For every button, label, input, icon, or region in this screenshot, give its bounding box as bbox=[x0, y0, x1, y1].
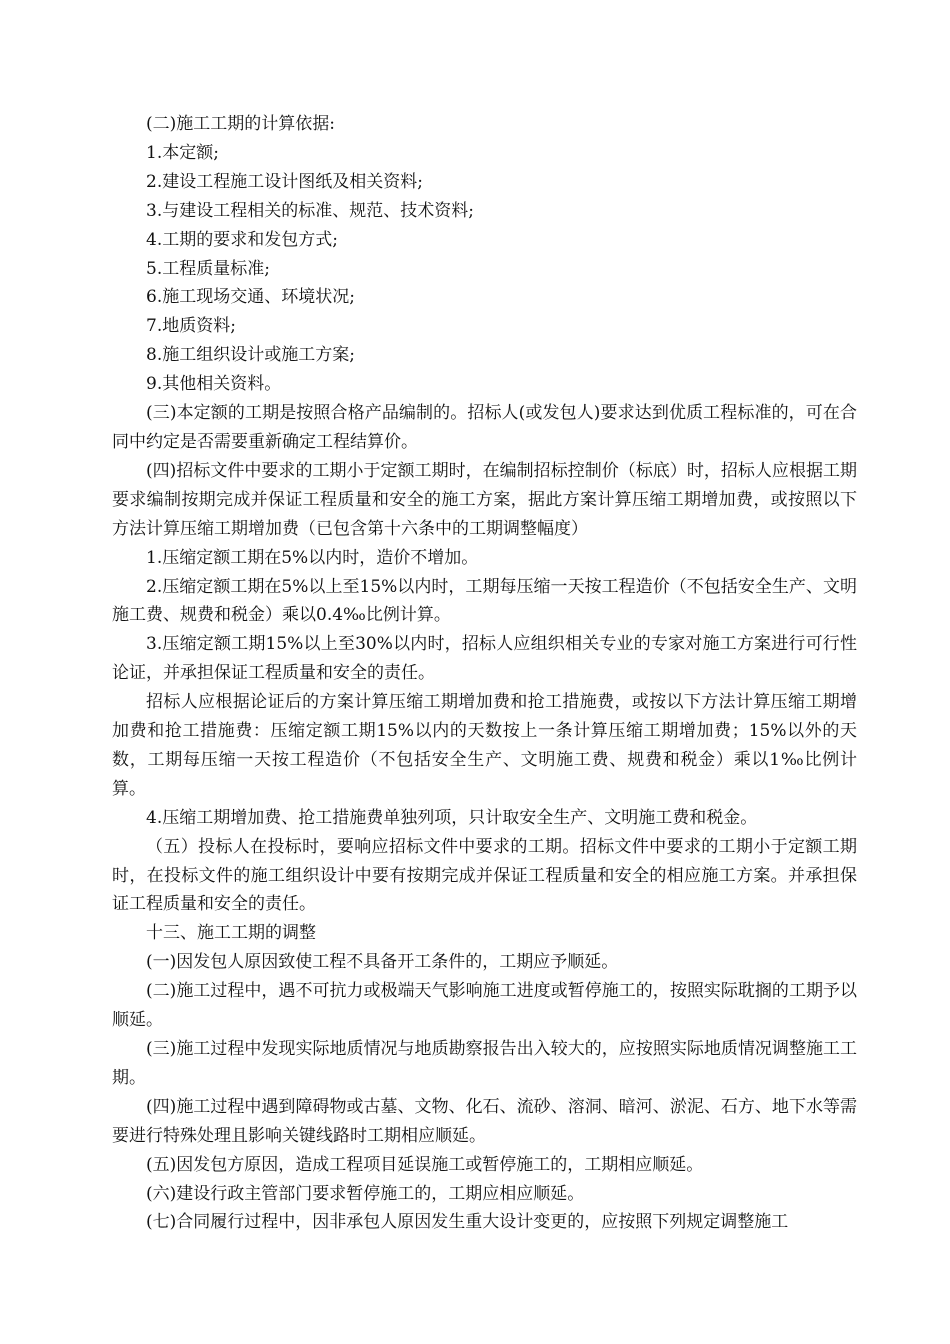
document-body bbox=[112, 110, 857, 1237]
paragraph: 招标人应根据论证后的方案计算压缩工期增加费和抢工措施费，或按以下方法计算压缩工期增加费和抢工措施费：压缩定额工期15%以内的天数按上一条计算压缩工期增加费；15%以外的天数，工期每压缩一天按工程造价（不包括安全生产、文明施工费、规费和税金）乘以1‰比例计算。 bbox=[112, 692, 857, 799]
list-item: 5.工程质量标准; bbox=[146, 258, 270, 279]
list-item: 3.压缩定额工期15%以上至30%以内时，招标人应组织相关专业的专家对施工方案进行可行性论证，并承担保证工程质量和安全的责任。 bbox=[112, 634, 857, 684]
paragraph: (一)因发包人原因致使工程不具备开工条件的，工期应予顺延。 bbox=[146, 952, 619, 973]
paragraph: (五)因发包方原因，造成工程项目延误施工或暂停施工的，工期相应顺延。 bbox=[146, 1154, 704, 1175]
list-item: 2.压缩定额工期在5%以上至15%以内时，工期每压缩一天按工程造价（不包括安全生产、文明施工费、规费和税金）乘以0.4‰比例计算。 bbox=[112, 576, 857, 626]
paragraph: (六)建设行政主管部门要求暂停施工的，工期应相应顺延。 bbox=[146, 1183, 585, 1204]
list-item: 8.施工组织设计或施工方案; bbox=[146, 345, 355, 366]
paragraph: (三)施工过程中发现实际地质情况与地质勘察报告出入较大的，应按照实际地质情况调整施工工期。 bbox=[112, 1039, 857, 1088]
list-item: 3.与建设工程相关的标准、规范、技术资料; bbox=[146, 200, 474, 221]
paragraph: (四)施工过程中遇到障碍物或古墓、文物、化石、流砂、溶洞、暗河、淤泥、石方、地下水等需要进行特殊处理且影响关键线路时工期相应顺延。 bbox=[112, 1096, 857, 1146]
paragraph: (四)招标文件中要求的工期小于定额工期时，在编制招标控制价（标底）时，招标人应根据工期要求编制按期完成并保证工程质量和安全的施工方案，据此方案计算压缩工期增加费，或按照以下方法计算压缩工期增加费（已包含第十六条中的工期调整幅度） bbox=[112, 460, 857, 539]
list-item: 4.工期的要求和发包方式; bbox=[146, 229, 338, 250]
list-item: 7.地质资料; bbox=[146, 316, 236, 337]
section-heading: 十三、施工工期的调整 bbox=[146, 923, 316, 944]
list-item: 2.建设工程施工设计图纸及相关资料; bbox=[146, 171, 423, 192]
paragraph: (二)施工过程中，遇不可抗力或极端天气影响施工进度或暂停施工的，按照实际耽搁的工期予以顺延。 bbox=[112, 981, 857, 1031]
paragraph: （五）投标人在投标时，要响应招标文件中要求的工期。招标文件中要求的工期小于定额工期时，在投标文件的施工组织设计中要有按期完成并保证工程质量和安全的相应施工方案。并承担保证工程质量和安全的责任。 bbox=[112, 836, 857, 915]
list-item: 1.本定额; bbox=[146, 142, 219, 163]
list-item: 9.其他相关资料。 bbox=[146, 374, 282, 395]
paragraph: (二)施工工期的计算依据: bbox=[146, 114, 335, 134]
list-item: 6.施工现场交通、环境状况; bbox=[146, 287, 355, 308]
paragraph: (七)合同履行过程中，因非承包人原因发生重大设计变更的，应按照下列规定调整施工 bbox=[146, 1212, 789, 1233]
paragraph: (三)本定额的工期是按照合格产品编制的。招标人(或发包人)要求达到优质工程标准的，可在合同中约定是否需要重新确定工程结算价。 bbox=[112, 403, 857, 452]
list-item: 4.压缩工期增加费、抢工措施费单独列项，只计取安全生产、文明施工费和税金。 bbox=[146, 807, 758, 828]
list-item: 1.压缩定额工期在5%以内时，造价不增加。 bbox=[146, 547, 479, 568]
